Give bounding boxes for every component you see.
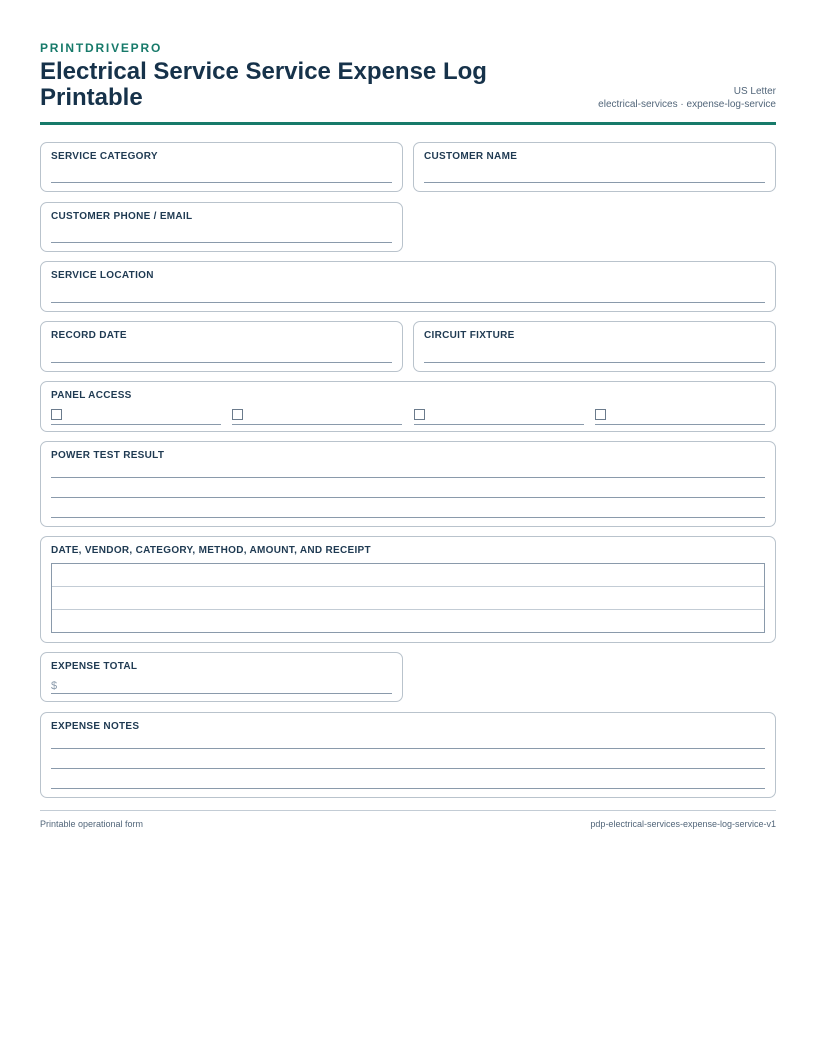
customer-contact-input[interactable] [51, 242, 392, 243]
panel-access-label: PANEL ACCESS [51, 390, 132, 401]
document-meta [598, 85, 776, 111]
expense-notes-line-3[interactable] [51, 788, 765, 789]
customer-name-input[interactable] [424, 182, 765, 183]
power-test-result-line-2[interactable] [51, 497, 765, 498]
panel-access-option[interactable] [51, 407, 221, 425]
footer-note: Printable operational form [40, 819, 144, 829]
expense-notes-line-2[interactable] [51, 768, 765, 769]
table-row[interactable] [52, 587, 764, 610]
brand-name: PRINTDRIVEPRO [40, 41, 163, 55]
circuit-fixture-input[interactable] [424, 362, 765, 363]
header-divider [40, 122, 776, 125]
footer-divider [40, 810, 776, 811]
service-location-field [40, 261, 776, 312]
customer-name-field [413, 142, 776, 192]
option-write-in-line[interactable] [51, 424, 221, 425]
service-category-input[interactable] [51, 182, 392, 183]
option-write-in-line[interactable] [414, 424, 584, 425]
table-row[interactable] [52, 564, 764, 587]
record-date-input[interactable] [51, 362, 392, 363]
record-date-label: RECORD DATE [51, 330, 127, 341]
option-write-in-line[interactable] [595, 424, 765, 425]
expense-total-label: EXPENSE TOTAL [51, 661, 138, 672]
service-location-input[interactable] [51, 302, 765, 303]
service-category-label: SERVICE CATEGORY [51, 151, 158, 162]
checkbox[interactable] [595, 409, 606, 420]
panel-access-option[interactable] [595, 407, 765, 425]
circuit-fixture-field [413, 321, 776, 372]
expense-notes-line-1[interactable] [51, 748, 765, 749]
checkbox[interactable] [232, 409, 243, 420]
currency-prefix: $ [51, 680, 58, 692]
record-date-field [40, 321, 403, 372]
expense-total-field [40, 652, 403, 702]
circuit-fixture-label: CIRCUIT FIXTURE [424, 330, 515, 341]
expense-notes-label: EXPENSE NOTES [51, 721, 140, 732]
power-test-result-line-3[interactable] [51, 517, 765, 518]
option-write-in-line[interactable] [232, 424, 402, 425]
page-title: Electrical Service Service Expense Log Printable [40, 58, 487, 111]
document-tags: electrical-services · expense-log-service [598, 99, 776, 110]
panel-access-field [40, 381, 776, 432]
panel-access-option[interactable] [232, 407, 402, 425]
power-test-result-line-1[interactable] [51, 477, 765, 478]
expense-table [51, 563, 765, 633]
expense-table-field [40, 536, 776, 643]
power-test-result-field [40, 441, 776, 527]
customer-name-label: CUSTOMER NAME [424, 151, 518, 162]
expense-total-input[interactable] [51, 693, 392, 694]
panel-access-option[interactable] [414, 407, 584, 425]
checkbox[interactable] [51, 409, 62, 420]
form-id: pdp-electrical-services-expense-log-service-v1 [590, 819, 776, 829]
service-category-field [40, 142, 403, 192]
service-location-label: SERVICE LOCATION [51, 270, 154, 281]
customer-contact-field [40, 202, 403, 252]
expense-notes-field [40, 712, 776, 798]
power-test-result-label: POWER TEST RESULT [51, 450, 165, 461]
customer-contact-label: CUSTOMER PHONE / EMAIL [51, 211, 193, 222]
checkbox[interactable] [414, 409, 425, 420]
expense-table-label: DATE, VENDOR, CATEGORY, METHOD, AMOUNT, AND RECEIPT [51, 545, 371, 556]
paper-size: US Letter [733, 86, 776, 97]
table-row[interactable] [52, 610, 764, 633]
